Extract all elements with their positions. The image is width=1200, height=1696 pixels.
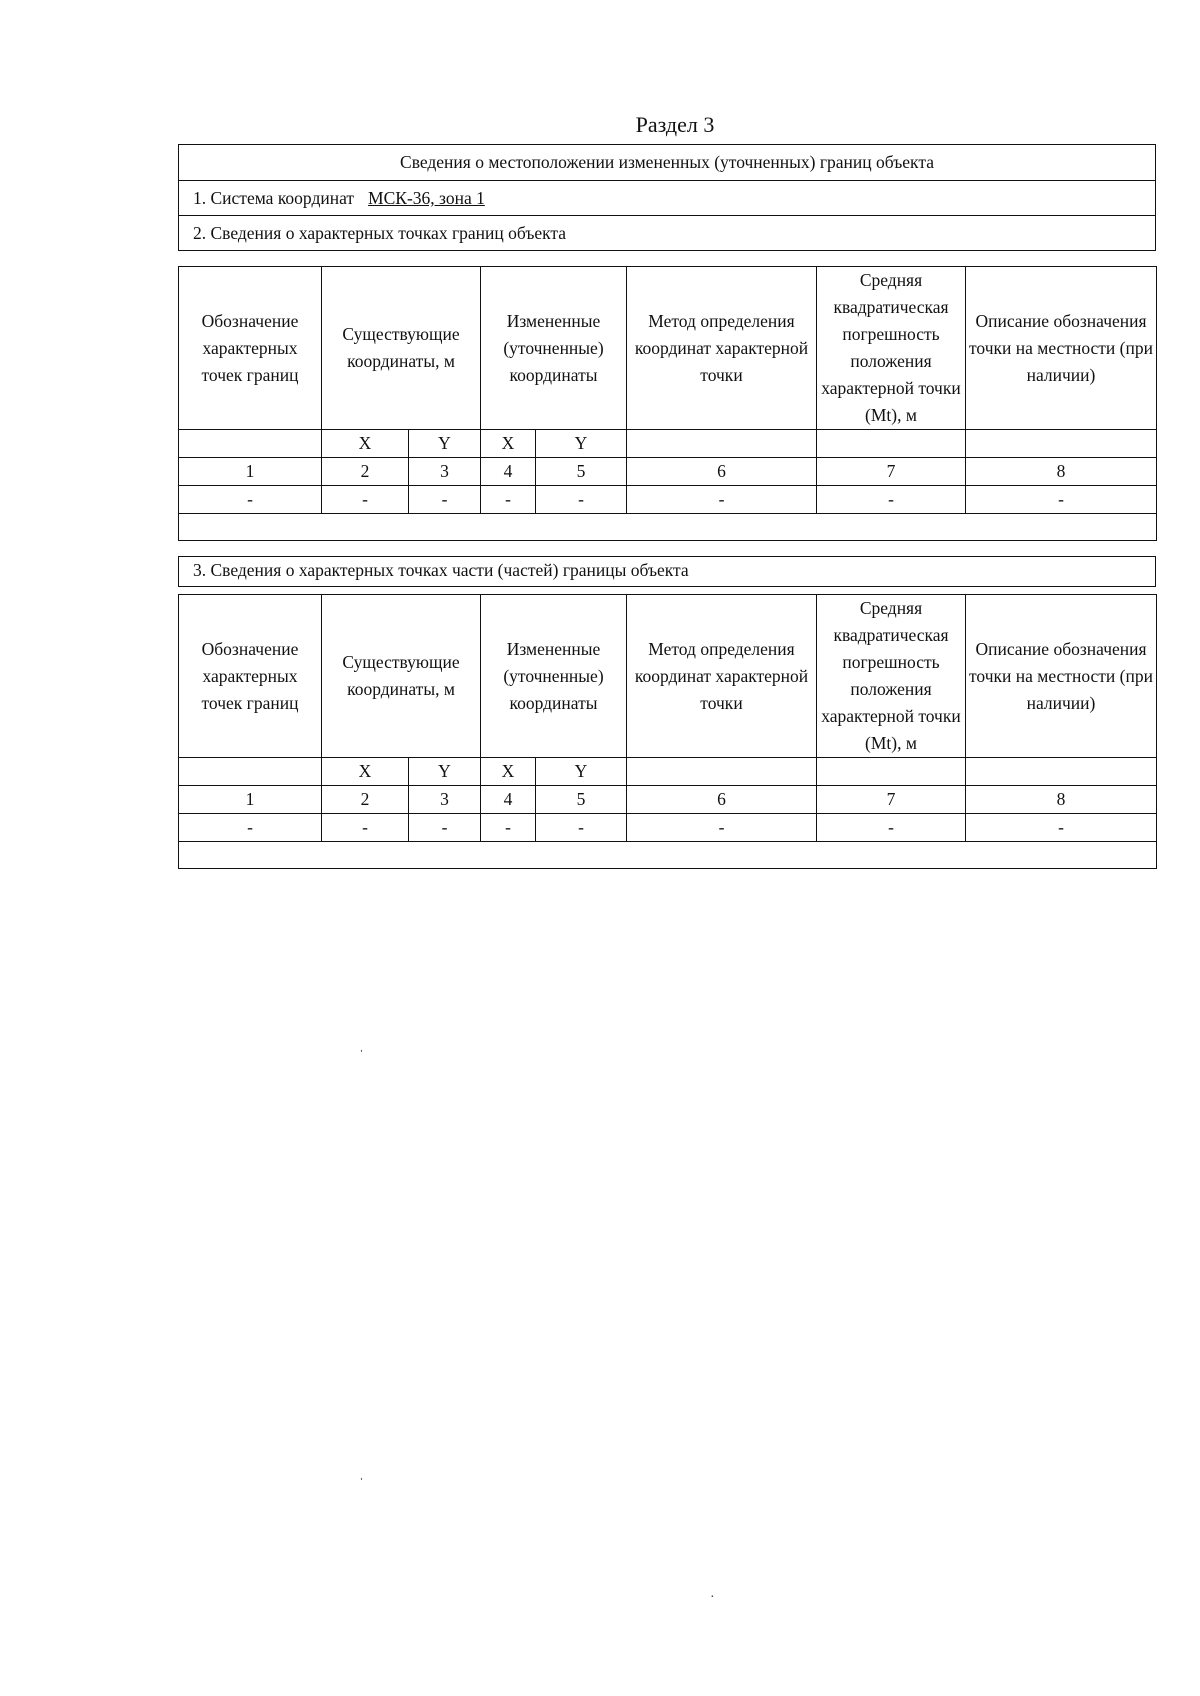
table-cell-value: -	[817, 486, 966, 514]
page-title: Раздел 3	[635, 112, 715, 137]
column-number: 7	[817, 458, 966, 486]
col-method-header: Метод определения координат характерной точки	[627, 595, 817, 758]
table-cell-value: -	[627, 486, 817, 514]
column-number: 6	[627, 786, 817, 814]
table-cell-value: -	[409, 486, 481, 514]
axis-cell-blank	[179, 758, 322, 786]
table-cell-value: -	[966, 814, 1157, 842]
section-header	[178, 144, 1156, 251]
column-number: 6	[627, 458, 817, 486]
col-changed-header: Измененные (уточненные) координаты	[481, 595, 627, 758]
axis-x: X	[322, 430, 409, 458]
table1-title: 2. Сведения о характерных точках границ объекта	[179, 215, 1155, 250]
col-error-header: Средняя квадратическая погрешность положения характерной точки (Mt), м	[817, 267, 966, 430]
table-empty-row	[179, 514, 1157, 541]
table-cell-value: -	[966, 486, 1157, 514]
axis-y: Y	[409, 758, 481, 786]
coordinate-system-row	[179, 180, 1155, 215]
column-number: 1	[179, 458, 322, 486]
axis-x: X	[481, 758, 536, 786]
axis-cell-blank	[817, 758, 966, 786]
table-cell-value: -	[817, 814, 966, 842]
column-number: 5	[536, 786, 627, 814]
table-cell-value: -	[536, 814, 627, 842]
col-existing-header: Существующие координаты, м	[322, 267, 481, 430]
table-empty-row	[179, 842, 1157, 869]
table-cell-value: -	[179, 486, 322, 514]
col-designation-header: Обозначение характерных точек границ	[179, 267, 322, 430]
table2-title-frame	[178, 556, 1156, 587]
column-number: 8	[966, 458, 1157, 486]
axis-y: Y	[536, 430, 627, 458]
column-number: 4	[481, 458, 536, 486]
axis-y: Y	[536, 758, 627, 786]
column-number: 2	[322, 458, 409, 486]
axis-cell-blank	[179, 430, 322, 458]
table-cell-value: -	[481, 486, 536, 514]
part-boundary-points-table	[178, 594, 1156, 869]
table-cell-value: -	[322, 486, 409, 514]
scan-speck: ˌ	[359, 1038, 364, 1053]
column-number: 5	[536, 458, 627, 486]
col-existing-header: Существующие координаты, м	[322, 595, 481, 758]
column-number: 3	[409, 786, 481, 814]
axis-cell-blank	[627, 430, 817, 458]
axis-cell-blank	[817, 430, 966, 458]
axis-cell-blank	[966, 758, 1157, 786]
column-number: 8	[966, 786, 1157, 814]
axis-x: X	[481, 430, 536, 458]
table2-title: 3. Сведения о характерных точках части (частей) границы объекта	[193, 560, 689, 580]
table-cell-value: -	[409, 814, 481, 842]
axis-y: Y	[409, 430, 481, 458]
axis-cell-blank	[966, 430, 1157, 458]
col-description-header: Описание обозначения точки на местности (при наличии)	[966, 595, 1157, 758]
table-cell-value: -	[179, 814, 322, 842]
col-designation-header: Обозначение характерных точек границ	[179, 595, 322, 758]
axis-cell-blank	[627, 758, 817, 786]
column-number: 1	[179, 786, 322, 814]
scan-speck: ˌ	[359, 1466, 364, 1481]
table-cell-value: -	[322, 814, 409, 842]
col-error-header: Средняя квадратическая погрешность положения характерной точки (Mt), м	[817, 595, 966, 758]
table-cell-value: -	[481, 814, 536, 842]
col-description-header: Описание обозначения точки на местности (при наличии)	[966, 267, 1157, 430]
boundary-points-table	[178, 266, 1156, 541]
table-cell-value: -	[627, 814, 817, 842]
scan-speck: ·	[710, 1590, 715, 1605]
table-cell-value: -	[536, 486, 627, 514]
column-number: 3	[409, 458, 481, 486]
column-number: 7	[817, 786, 966, 814]
axis-x: X	[322, 758, 409, 786]
col-method-header: Метод определения координат характерной точки	[627, 267, 817, 430]
column-number: 4	[481, 786, 536, 814]
coordinate-system-label: 1. Система координат	[193, 188, 355, 208]
column-number: 2	[322, 786, 409, 814]
main-heading: Сведения о местоположении измененных (уточненных) границ объекта	[400, 152, 934, 172]
col-changed-header: Измененные (уточненные) координаты	[481, 267, 627, 430]
coordinate-system-value: МСК-36, зона 1	[368, 188, 485, 208]
